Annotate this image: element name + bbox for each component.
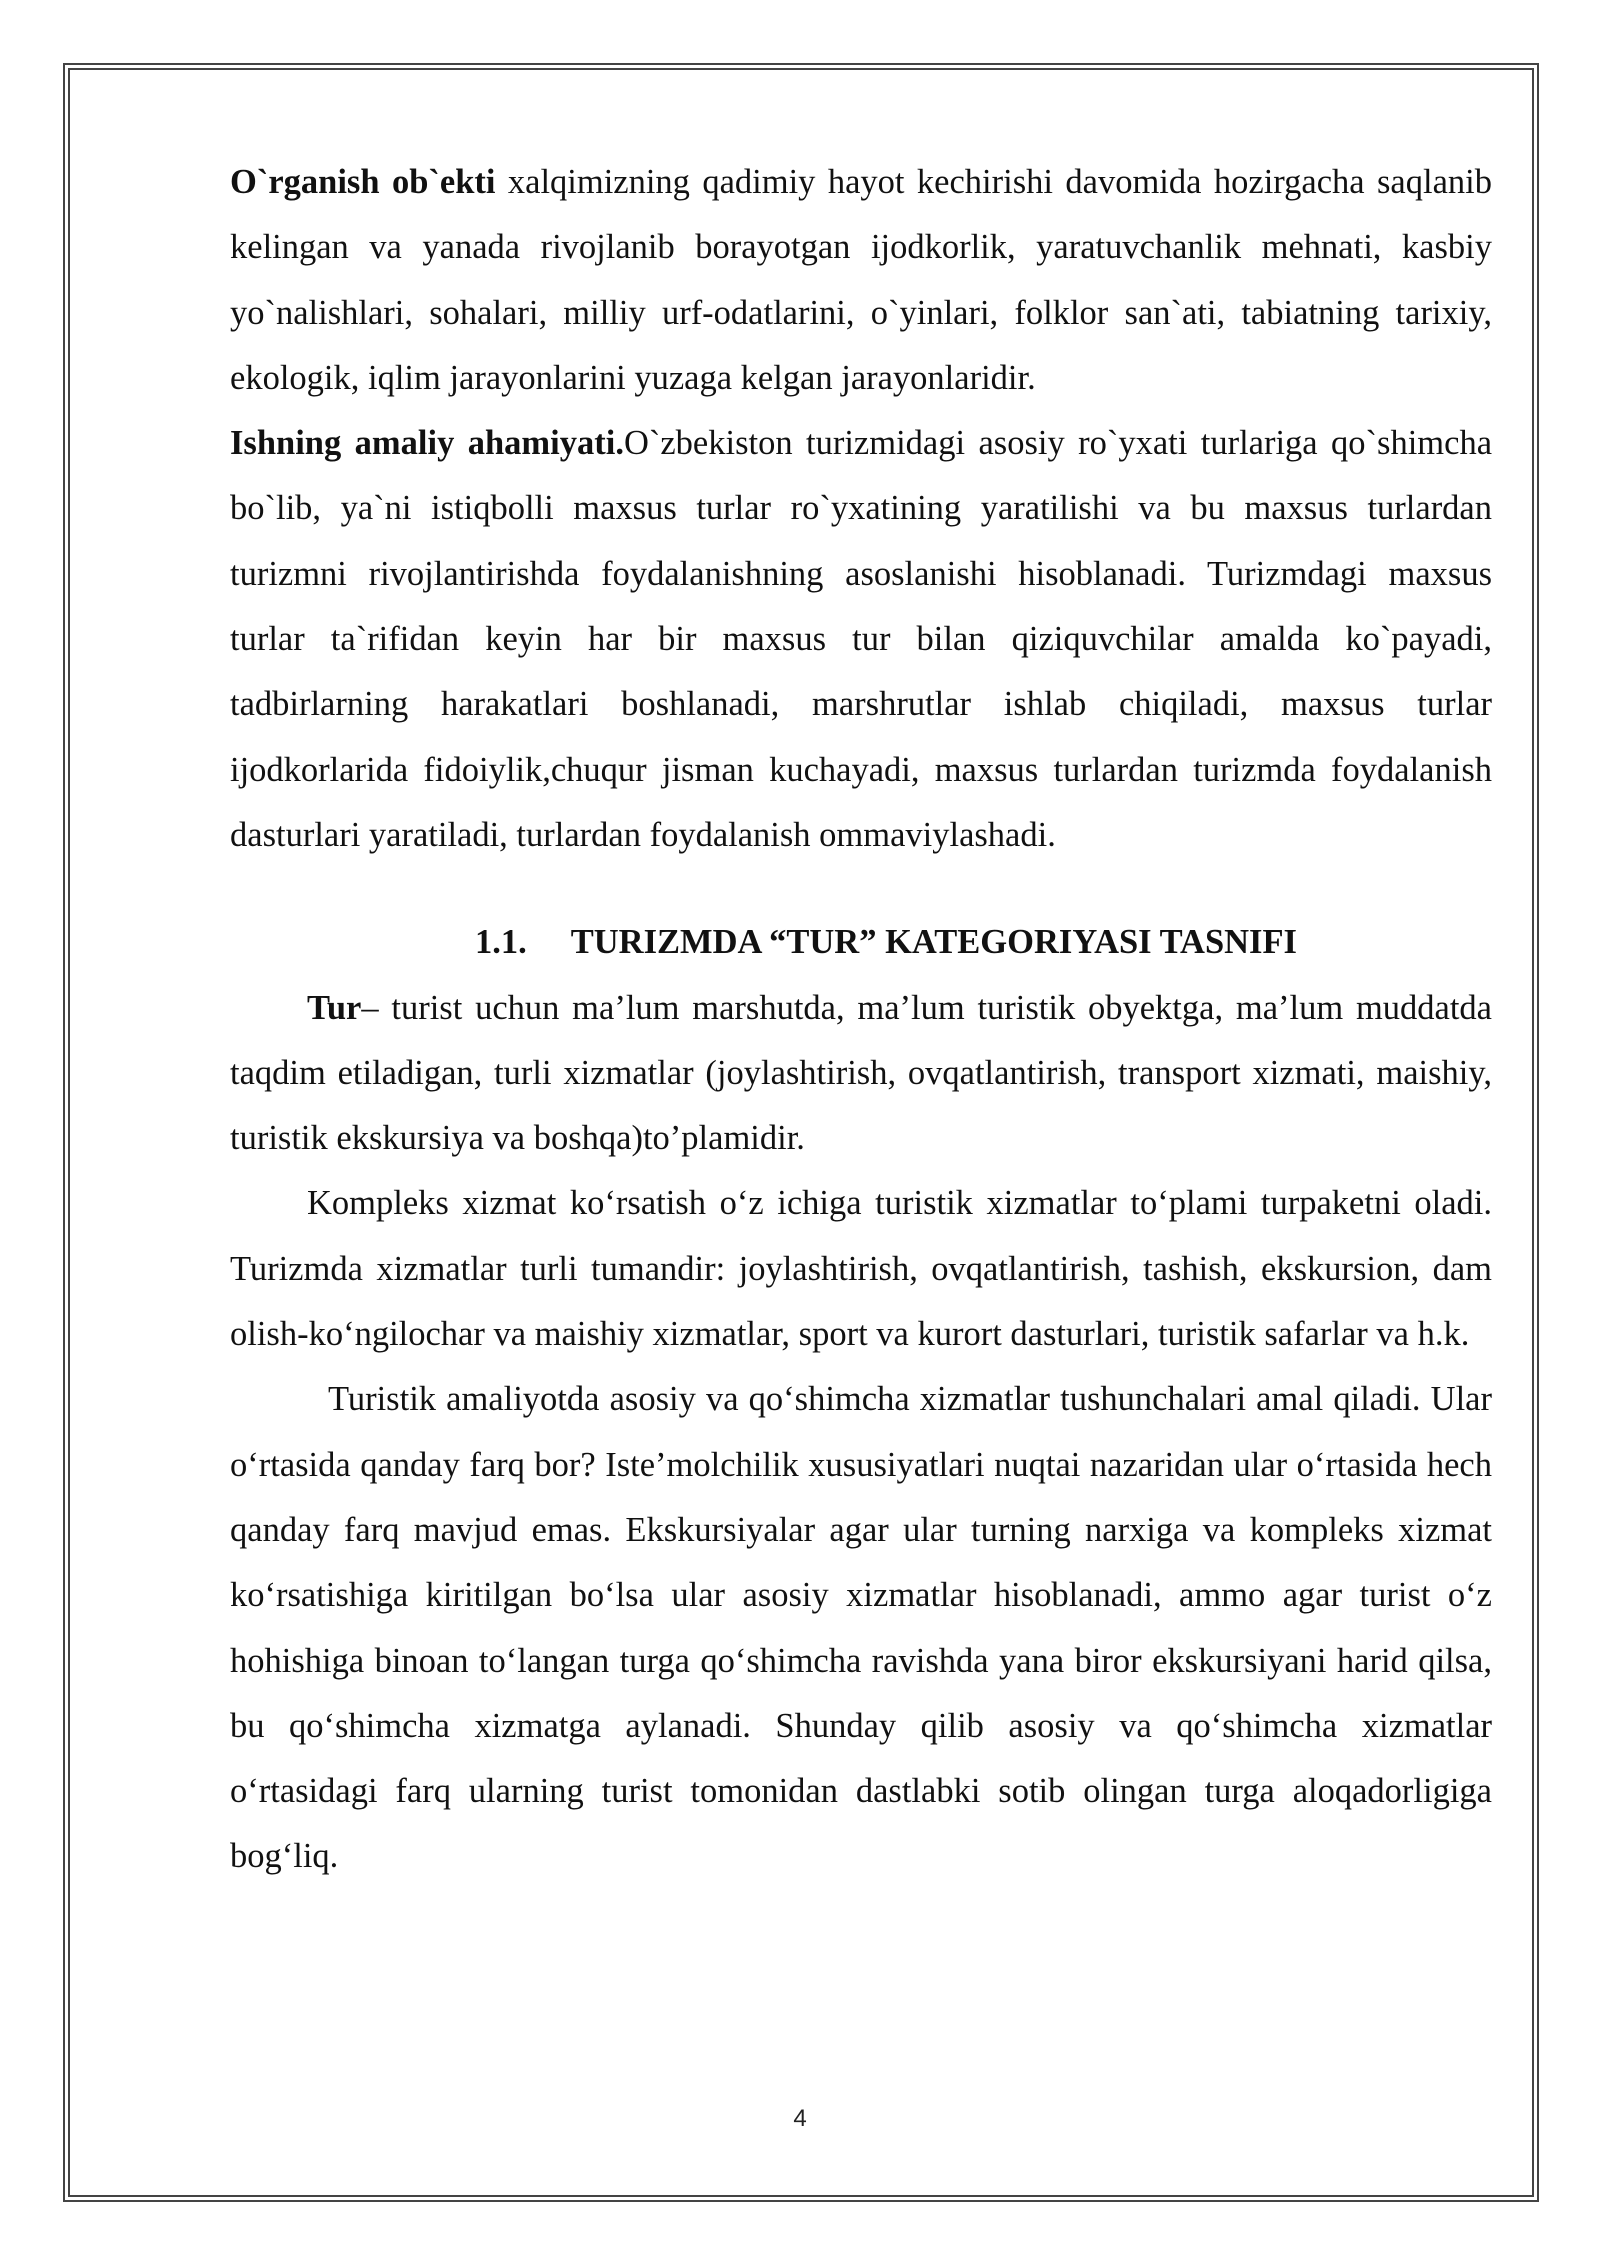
- paragraph-practical-significance: [230, 411, 1492, 868]
- section-number: 1.1.: [474, 923, 527, 962]
- paragraph-basic-additional-services: Turistik amaliyotda asosiy va qo‘shimcha xizmatlar tushunchalari amal qiladi. Ular o‘rtasida qanday farq bor? Iste’molchilik xususiyatlari nuqtai nazaridan ular o‘rtasida hech qanday farq mavjud emas. Ekskursiyalar agar ular turning narxiga va kompleks xizmat ko‘rsatishiga kiritilgan bo‘lsa ular asosiy xizmatlar hisoblanadi, ammo agar turist o‘z hohishiga binoan to‘langan turga qo‘shimcha ravishda yana biror ekskursiyani harid qilsa, bu qo‘shimcha xizmatga aylanadi. Shunday qilib asosiy va qo‘shimcha xizmatlar o‘rtasidagi farq ularning turist tomonidan dastlabki sotib olingan turga aloqadorligiga bog‘liq.: [230, 1380, 1492, 1876]
- section-heading: [230, 910, 1492, 975]
- paragraph-tur-definition: [230, 976, 1492, 1172]
- paragraph-complex-service: Kompleks xizmat ko‘rsatish o‘z ichiga turistik xizmatlar to‘plami turpaketni oladi. Turizmda xizmatlar turli tumandir: joylashtirish, ovqatlantirish, tashish, ekskursion, dam olish-ko‘ngilochar va maishiy xizmatlar, sport va kurort dasturlari, turistik safarlar va h.k.: [230, 1184, 1492, 1354]
- study-object-text: xalqimizning qadimiy hayot kechirishi davomida hozirgacha saqlanib kelingan va yanada rivojlanib borayotgan ijodkorlik, yaratuvchanlik mehnati, kasbiy yo`nalishlari, sohalari, milliy urf-odatlarini, o`yinlari, folklor san`ati, tabiatning tarixiy, ekologik, iqlim jarayonlarini yuzaga kelgan jarayonlaridir.: [230, 163, 1492, 397]
- study-object-lead: O`rganish ob`ekti: [230, 163, 496, 201]
- practical-significance-lead: Ishning amaliy ahamiyati.: [230, 424, 624, 463]
- practical-significance-text: O`zbekiston turizmidagi asosiy ro`yxati turlariga qo`shimcha bo`lib, ya`ni istiqbolli maxsus turlar ro`yxatining yaratilishi va bu maxsus turlardan turizmni rivojlantirishda foydalanishning asoslanishi hisoblanadi. Turizmdagi maxsus turlar ta`rifidan keyin har bir maxsus tur bilan qiziquvchilar amalda ko`payadi, tadbirlarning harakatlari boshlanadi, marshrutlar ishlab chiqiladi, maxsus turlar ijodkorlarida fidoiylik,chuqur jisman kuchayadi, maxsus turlardan turizmda foydalanish dasturlari yaratiladi, turlardan foydalanish ommaviylashadi.: [230, 424, 1493, 854]
- document-body: [230, 150, 1492, 1890]
- section-title: TURIZMDA “TUR” KATEGORIYASI TASNIFI: [570, 923, 1297, 962]
- tur-definition-lead: Tur: [307, 988, 362, 1027]
- tur-definition-text: – turist uchun ma’lum marshutda, ma’lum turistik obyektga, ma’lum muddatda taqdim etiladigan, turli xizmatlar (joylashtirish, ovqatlantirish, transport xizmati, maishiy, turistik ekskursiya va boshqa)to’plamidir.: [230, 988, 1492, 1158]
- page-number: 4: [793, 2105, 807, 2132]
- paragraph-study-object: [230, 150, 1492, 411]
